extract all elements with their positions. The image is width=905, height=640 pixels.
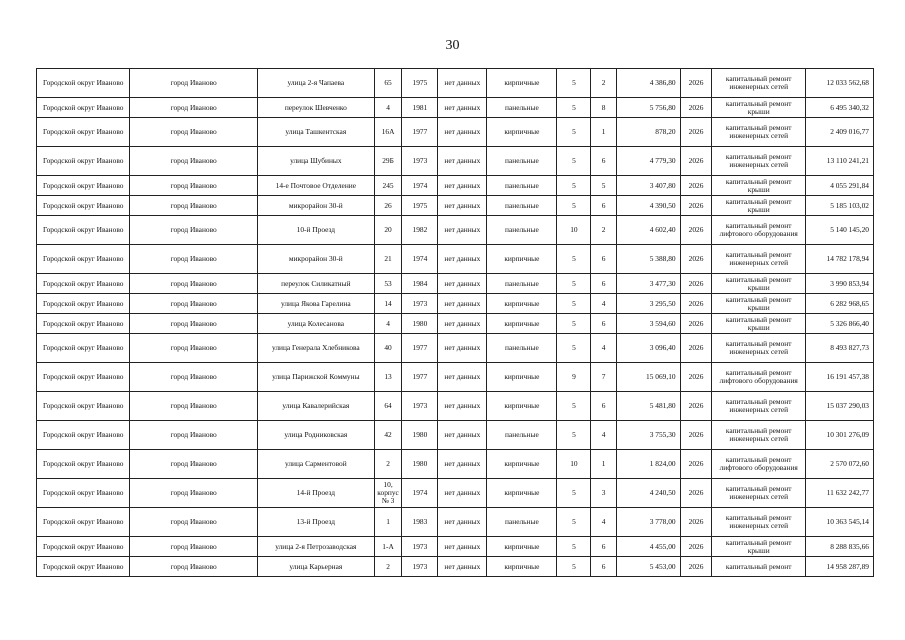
cell-year-built: 1974	[402, 245, 438, 274]
cell-cost: 12 033 562,68	[805, 69, 873, 98]
cell-cost: 14 782 178,94	[805, 245, 873, 274]
cell-year-built: 1982	[402, 216, 438, 245]
cell-settlement: город Иваново	[130, 479, 257, 508]
cell-wall-material: кирпичные	[487, 69, 557, 98]
cell-house-number: 1-А	[374, 537, 402, 557]
cell-entrances: 4	[591, 508, 616, 537]
cell-cost: 10 363 545,14	[805, 508, 873, 537]
cell-municipality: Городской округ Иваново	[37, 294, 130, 314]
table-row	[37, 537, 874, 557]
cell-house-number: 26	[374, 196, 402, 216]
table-row	[37, 294, 874, 314]
cell-settlement: город Иваново	[130, 196, 257, 216]
cell-street: переулок Шевченко	[257, 98, 374, 118]
cell-work-type: капитальный ремонт крыши	[712, 314, 805, 334]
cell-entrances: 1	[591, 118, 616, 147]
cell-area: 4 386,80	[616, 69, 680, 98]
cell-work-type: капитальный ремонт крыши	[712, 537, 805, 557]
cell-municipality: Городской округ Иваново	[37, 392, 130, 421]
cell-municipality: Городской округ Иваново	[37, 69, 130, 98]
cell-floors: 9	[557, 363, 591, 392]
cell-year-built: 1977	[402, 118, 438, 147]
cell-house-number: 14	[374, 294, 402, 314]
cell-area: 4 240,50	[616, 479, 680, 508]
cell-work-type: капитальный ремонт инженерных сетей	[712, 118, 805, 147]
cell-wall-material: панельные	[487, 176, 557, 196]
cell-cost: 6 495 340,32	[805, 98, 873, 118]
cell-entrances: 6	[591, 557, 616, 577]
cell-floors: 5	[557, 557, 591, 577]
cell-area: 3 295,50	[616, 294, 680, 314]
cell-data-status: нет данных	[438, 334, 487, 363]
cell-data-status: нет данных	[438, 363, 487, 392]
cell-work-type: капитальный ремонт лифтового оборудования	[712, 363, 805, 392]
cell-wall-material: панельные	[487, 98, 557, 118]
cell-data-status: нет данных	[438, 421, 487, 450]
cell-year-built: 1973	[402, 557, 438, 577]
cell-wall-material: панельные	[487, 508, 557, 537]
cell-floors: 5	[557, 479, 591, 508]
cell-entrances: 6	[591, 196, 616, 216]
cell-floors: 5	[557, 245, 591, 274]
cell-wall-material: кирпичные	[487, 392, 557, 421]
cell-data-status: нет данных	[438, 176, 487, 196]
cell-plan-year: 2026	[680, 363, 712, 392]
cell-area: 5 388,80	[616, 245, 680, 274]
housing-register-table	[36, 68, 874, 577]
cell-area: 3 755,30	[616, 421, 680, 450]
cell-house-number: 40	[374, 334, 402, 363]
cell-year-built: 1975	[402, 196, 438, 216]
cell-municipality: Городской округ Иваново	[37, 98, 130, 118]
cell-year-built: 1975	[402, 69, 438, 98]
cell-house-number: 2	[374, 557, 402, 577]
cell-entrances: 2	[591, 216, 616, 245]
cell-wall-material: кирпичные	[487, 479, 557, 508]
cell-entrances: 7	[591, 363, 616, 392]
cell-work-type: капитальный ремонт инженерных сетей	[712, 245, 805, 274]
cell-settlement: город Иваново	[130, 69, 257, 98]
cell-plan-year: 2026	[680, 479, 712, 508]
cell-wall-material: кирпичные	[487, 557, 557, 577]
cell-settlement: город Иваново	[130, 294, 257, 314]
cell-municipality: Городской округ Иваново	[37, 363, 130, 392]
cell-street: улица Шубиных	[257, 147, 374, 176]
cell-area: 4 455,00	[616, 537, 680, 557]
cell-wall-material: панельные	[487, 216, 557, 245]
cell-street: улица Сарментовой	[257, 450, 374, 479]
cell-cost: 6 282 968,65	[805, 294, 873, 314]
cell-floors: 5	[557, 508, 591, 537]
cell-area: 3 594,60	[616, 314, 680, 334]
cell-work-type: капитальный ремонт крыши	[712, 274, 805, 294]
cell-work-type: капитальный ремонт крыши	[712, 176, 805, 196]
cell-settlement: город Иваново	[130, 98, 257, 118]
cell-floors: 5	[557, 98, 591, 118]
cell-data-status: нет данных	[438, 274, 487, 294]
cell-floors: 5	[557, 196, 591, 216]
cell-year-built: 1973	[402, 392, 438, 421]
table-row	[37, 147, 874, 176]
cell-floors: 5	[557, 537, 591, 557]
cell-municipality: Городской округ Иваново	[37, 245, 130, 274]
cell-house-number: 20	[374, 216, 402, 245]
cell-floors: 10	[557, 216, 591, 245]
table-row	[37, 274, 874, 294]
cell-area: 3 778,00	[616, 508, 680, 537]
cell-settlement: город Иваново	[130, 421, 257, 450]
table-row	[37, 450, 874, 479]
cell-wall-material: кирпичные	[487, 294, 557, 314]
cell-street: улица Родниковская	[257, 421, 374, 450]
cell-municipality: Городской округ Иваново	[37, 176, 130, 196]
cell-municipality: Городской округ Иваново	[37, 537, 130, 557]
cell-area: 5 756,80	[616, 98, 680, 118]
cell-settlement: город Иваново	[130, 176, 257, 196]
cell-cost: 14 958 287,89	[805, 557, 873, 577]
cell-data-status: нет данных	[438, 314, 487, 334]
cell-entrances: 3	[591, 479, 616, 508]
cell-entrances: 6	[591, 274, 616, 294]
cell-municipality: Городской округ Иваново	[37, 216, 130, 245]
cell-area: 4 390,50	[616, 196, 680, 216]
cell-work-type: капитальный ремонт лифтового оборудования	[712, 216, 805, 245]
cell-plan-year: 2026	[680, 294, 712, 314]
cell-floors: 5	[557, 147, 591, 176]
cell-street: улица 2-я Петрозаводская	[257, 537, 374, 557]
cell-municipality: Городской округ Иваново	[37, 508, 130, 537]
cell-plan-year: 2026	[680, 274, 712, 294]
cell-cost: 5 326 866,40	[805, 314, 873, 334]
cell-year-built: 1980	[402, 450, 438, 479]
cell-cost: 8 288 835,66	[805, 537, 873, 557]
cell-plan-year: 2026	[680, 314, 712, 334]
cell-house-number: 2	[374, 450, 402, 479]
cell-house-number: 42	[374, 421, 402, 450]
cell-floors: 5	[557, 294, 591, 314]
cell-entrances: 2	[591, 69, 616, 98]
cell-year-built: 1973	[402, 537, 438, 557]
cell-street: улица Якова Гарелина	[257, 294, 374, 314]
cell-entrances: 4	[591, 334, 616, 363]
table-row	[37, 314, 874, 334]
cell-area: 15 069,10	[616, 363, 680, 392]
cell-settlement: город Иваново	[130, 392, 257, 421]
cell-entrances: 5	[591, 176, 616, 196]
cell-work-type: капитальный ремонт лифтового оборудования	[712, 450, 805, 479]
cell-floors: 5	[557, 314, 591, 334]
cell-data-status: нет данных	[438, 392, 487, 421]
cell-wall-material: кирпичные	[487, 245, 557, 274]
cell-work-type: капитальный ремонт инженерных сетей	[712, 334, 805, 363]
cell-street: микрорайон 30-й	[257, 196, 374, 216]
table-row	[37, 334, 874, 363]
cell-cost: 2 409 016,77	[805, 118, 873, 147]
cell-street: улица Колесанова	[257, 314, 374, 334]
cell-street: переулок Силикатный	[257, 274, 374, 294]
cell-entrances: 4	[591, 294, 616, 314]
cell-area: 5 481,80	[616, 392, 680, 421]
cell-street: 13-й Проезд	[257, 508, 374, 537]
cell-settlement: город Иваново	[130, 274, 257, 294]
cell-entrances: 4	[591, 421, 616, 450]
cell-entrances: 6	[591, 314, 616, 334]
cell-street: улица Ташкентская	[257, 118, 374, 147]
cell-wall-material: кирпичные	[487, 118, 557, 147]
table-row	[37, 479, 874, 508]
cell-plan-year: 2026	[680, 421, 712, 450]
cell-work-type: капитальный ремонт инженерных сетей	[712, 392, 805, 421]
cell-area: 3 096,40	[616, 334, 680, 363]
cell-plan-year: 2026	[680, 392, 712, 421]
cell-data-status: нет данных	[438, 479, 487, 508]
cell-wall-material: панельные	[487, 274, 557, 294]
cell-work-type: капитальный ремонт	[712, 557, 805, 577]
cell-cost: 11 632 242,77	[805, 479, 873, 508]
cell-entrances: 6	[591, 147, 616, 176]
cell-street: улица Кавалерийская	[257, 392, 374, 421]
table-row	[37, 216, 874, 245]
cell-data-status: нет данных	[438, 98, 487, 118]
cell-municipality: Городской округ Иваново	[37, 421, 130, 450]
cell-cost: 5 140 145,20	[805, 216, 873, 245]
cell-plan-year: 2026	[680, 245, 712, 274]
cell-house-number: 4	[374, 314, 402, 334]
cell-cost: 16 191 457,38	[805, 363, 873, 392]
cell-work-type: капитальный ремонт инженерных сетей	[712, 479, 805, 508]
cell-cost: 10 301 276,09	[805, 421, 873, 450]
cell-area: 878,20	[616, 118, 680, 147]
cell-entrances: 6	[591, 392, 616, 421]
cell-cost: 5 185 103,02	[805, 196, 873, 216]
cell-settlement: город Иваново	[130, 314, 257, 334]
cell-area: 4 779,30	[616, 147, 680, 176]
table-row	[37, 196, 874, 216]
cell-settlement: город Иваново	[130, 334, 257, 363]
cell-settlement: город Иваново	[130, 245, 257, 274]
cell-municipality: Городской округ Иваново	[37, 314, 130, 334]
cell-municipality: Городской округ Иваново	[37, 334, 130, 363]
cell-plan-year: 2026	[680, 450, 712, 479]
cell-floors: 5	[557, 176, 591, 196]
cell-municipality: Городской округ Иваново	[37, 450, 130, 479]
cell-wall-material: кирпичные	[487, 537, 557, 557]
cell-data-status: нет данных	[438, 245, 487, 274]
cell-house-number: 65	[374, 69, 402, 98]
cell-municipality: Городской округ Иваново	[37, 196, 130, 216]
cell-data-status: нет данных	[438, 450, 487, 479]
cell-wall-material: кирпичные	[487, 363, 557, 392]
cell-floors: 5	[557, 118, 591, 147]
cell-cost: 8 493 827,73	[805, 334, 873, 363]
cell-house-number: 245	[374, 176, 402, 196]
cell-work-type: капитальный ремонт крыши	[712, 196, 805, 216]
cell-municipality: Городской округ Иваново	[37, 118, 130, 147]
cell-data-status: нет данных	[438, 294, 487, 314]
cell-settlement: город Иваново	[130, 508, 257, 537]
cell-entrances: 6	[591, 245, 616, 274]
cell-plan-year: 2026	[680, 176, 712, 196]
cell-work-type: капитальный ремонт крыши	[712, 98, 805, 118]
cell-street: улица Карьерная	[257, 557, 374, 577]
table-row	[37, 176, 874, 196]
cell-wall-material: кирпичные	[487, 450, 557, 479]
cell-data-status: нет данных	[438, 118, 487, 147]
cell-year-built: 1981	[402, 98, 438, 118]
cell-area: 1 824,00	[616, 450, 680, 479]
cell-year-built: 1973	[402, 147, 438, 176]
cell-house-number: 1	[374, 508, 402, 537]
cell-work-type: капитальный ремонт инженерных сетей	[712, 421, 805, 450]
cell-entrances: 8	[591, 98, 616, 118]
cell-street: улица 2-я Чапаева	[257, 69, 374, 98]
cell-cost: 13 110 241,21	[805, 147, 873, 176]
cell-municipality: Городской округ Иваново	[37, 479, 130, 508]
cell-street: 10-й Проезд	[257, 216, 374, 245]
cell-plan-year: 2026	[680, 147, 712, 176]
page-number: 30	[445, 38, 460, 53]
cell-year-built: 1980	[402, 421, 438, 450]
cell-data-status: нет данных	[438, 69, 487, 98]
cell-plan-year: 2026	[680, 334, 712, 363]
cell-municipality: Городской округ Иваново	[37, 274, 130, 294]
cell-area: 3 477,30	[616, 274, 680, 294]
cell-cost: 4 055 291,84	[805, 176, 873, 196]
table-row	[37, 363, 874, 392]
cell-plan-year: 2026	[680, 557, 712, 577]
cell-floors: 5	[557, 334, 591, 363]
cell-year-built: 1974	[402, 479, 438, 508]
table-row	[37, 98, 874, 118]
cell-work-type: капитальный ремонт инженерных сетей	[712, 147, 805, 176]
cell-floors: 5	[557, 392, 591, 421]
cell-settlement: город Иваново	[130, 118, 257, 147]
cell-cost: 3 990 853,94	[805, 274, 873, 294]
cell-settlement: город Иваново	[130, 147, 257, 176]
cell-street: микрорайон 30-й	[257, 245, 374, 274]
table-row	[37, 392, 874, 421]
cell-house-number: 64	[374, 392, 402, 421]
cell-wall-material: кирпичные	[487, 314, 557, 334]
cell-settlement: город Иваново	[130, 363, 257, 392]
cell-year-built: 1977	[402, 334, 438, 363]
table-row	[37, 557, 874, 577]
cell-floors: 5	[557, 421, 591, 450]
cell-area: 3 407,80	[616, 176, 680, 196]
cell-wall-material: панельные	[487, 147, 557, 176]
cell-year-built: 1983	[402, 508, 438, 537]
cell-floors: 10	[557, 450, 591, 479]
cell-house-number: 21	[374, 245, 402, 274]
cell-data-status: нет данных	[438, 216, 487, 245]
cell-data-status: нет данных	[438, 508, 487, 537]
cell-work-type: капитальный ремонт инженерных сетей	[712, 508, 805, 537]
table-row	[37, 245, 874, 274]
cell-wall-material: панельные	[487, 196, 557, 216]
cell-year-built: 1974	[402, 176, 438, 196]
cell-year-built: 1984	[402, 274, 438, 294]
cell-area: 5 453,00	[616, 557, 680, 577]
cell-plan-year: 2026	[680, 98, 712, 118]
table-row	[37, 508, 874, 537]
cell-settlement: город Иваново	[130, 537, 257, 557]
cell-work-type: капитальный ремонт инженерных сетей	[712, 69, 805, 98]
cell-house-number: 53	[374, 274, 402, 294]
cell-house-number: 29Б	[374, 147, 402, 176]
cell-house-number: 16А	[374, 118, 402, 147]
cell-data-status: нет данных	[438, 196, 487, 216]
cell-cost: 15 037 290,03	[805, 392, 873, 421]
cell-plan-year: 2026	[680, 118, 712, 147]
cell-data-status: нет данных	[438, 557, 487, 577]
cell-street: 14-е Почтовое Отделение	[257, 176, 374, 196]
cell-cost: 2 570 072,60	[805, 450, 873, 479]
cell-plan-year: 2026	[680, 537, 712, 557]
cell-data-status: нет данных	[438, 147, 487, 176]
cell-house-number: 4	[374, 98, 402, 118]
cell-settlement: город Иваново	[130, 557, 257, 577]
cell-plan-year: 2026	[680, 216, 712, 245]
cell-municipality: Городской округ Иваново	[37, 557, 130, 577]
cell-plan-year: 2026	[680, 196, 712, 216]
cell-area: 4 602,40	[616, 216, 680, 245]
cell-house-number: 13	[374, 363, 402, 392]
table-row	[37, 69, 874, 98]
cell-settlement: город Иваново	[130, 450, 257, 479]
cell-data-status: нет данных	[438, 537, 487, 557]
cell-street: 14-й Проезд	[257, 479, 374, 508]
cell-settlement: город Иваново	[130, 216, 257, 245]
cell-municipality: Городской округ Иваново	[37, 147, 130, 176]
cell-entrances: 1	[591, 450, 616, 479]
cell-floors: 5	[557, 274, 591, 294]
table-row	[37, 118, 874, 147]
cell-street: улица Генерала Хлебникова	[257, 334, 374, 363]
cell-house-number: 10, корпус № 3	[374, 479, 402, 508]
cell-year-built: 1980	[402, 314, 438, 334]
cell-floors: 5	[557, 69, 591, 98]
cell-entrances: 6	[591, 537, 616, 557]
cell-plan-year: 2026	[680, 508, 712, 537]
table-row	[37, 421, 874, 450]
cell-plan-year: 2026	[680, 69, 712, 98]
cell-year-built: 1973	[402, 294, 438, 314]
cell-work-type: капитальный ремонт крыши	[712, 294, 805, 314]
cell-year-built: 1977	[402, 363, 438, 392]
cell-street: улица Парижской Коммуны	[257, 363, 374, 392]
cell-wall-material: панельные	[487, 421, 557, 450]
cell-wall-material: панельные	[487, 334, 557, 363]
